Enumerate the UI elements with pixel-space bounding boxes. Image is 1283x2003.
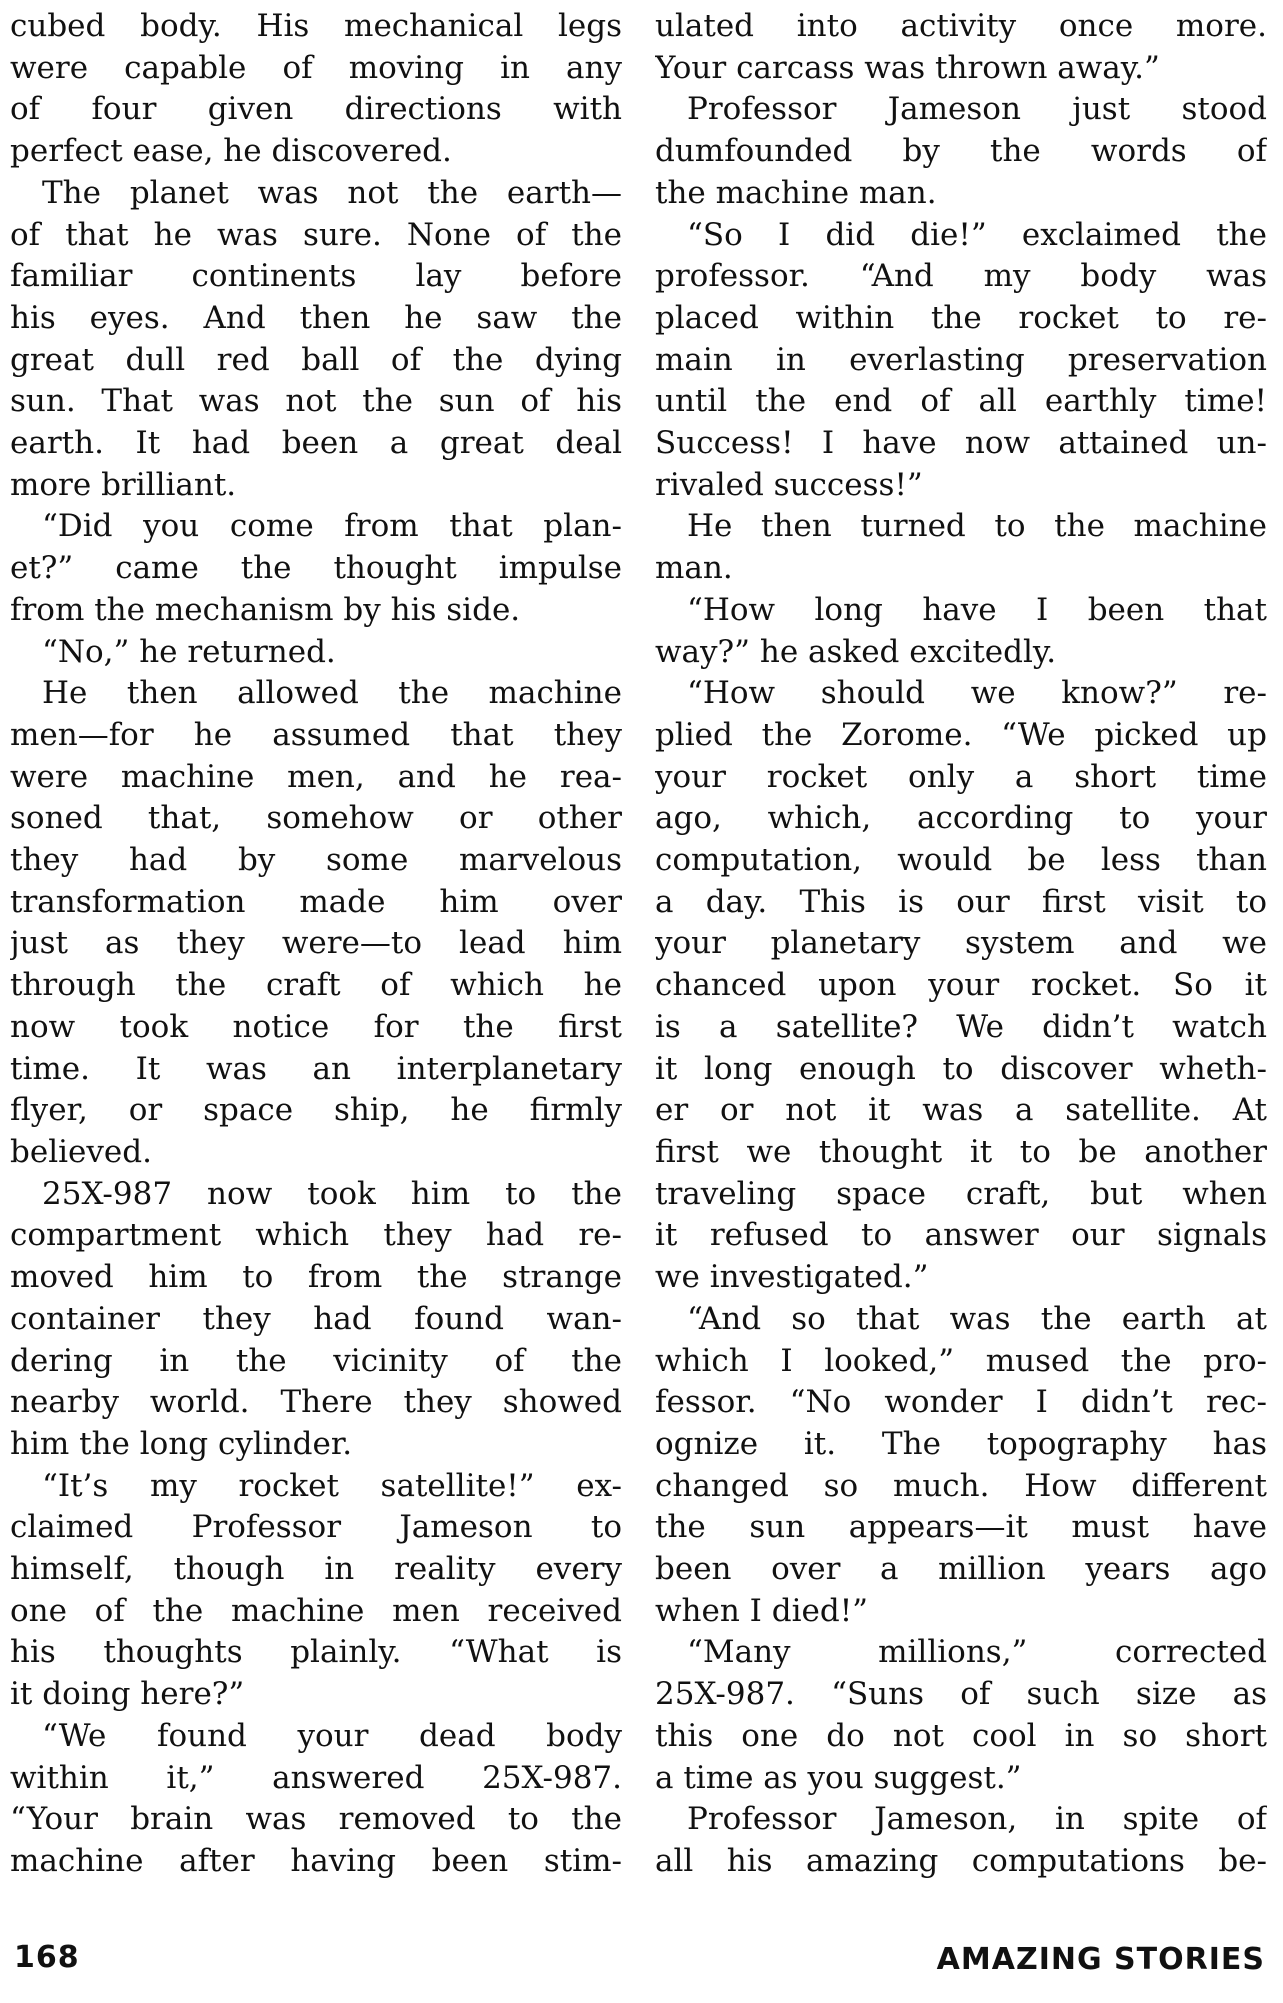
text-line: “And so that was the earth at (687, 1300, 1267, 1337)
text-line: your rocket only a short time (655, 758, 1267, 795)
text-line: dering in the vicinity of the (10, 1342, 622, 1379)
text-line: believed. (10, 1133, 152, 1170)
magazine-title: AMAZING STORIES (936, 1942, 1265, 1977)
text-line: nearby world. There they showed (10, 1384, 622, 1421)
text-line: the sun appears—it must have (655, 1509, 1267, 1546)
text-line: 25X-987. “Suns of such size as (655, 1676, 1267, 1713)
text-line: ulated into activity once more. (655, 8, 1267, 44)
text-line: a time as you suggest.” (655, 1759, 1022, 1796)
text-line: ago, which, according to your (655, 800, 1267, 837)
text-line: He then allowed the machine (42, 675, 622, 712)
text-line: chanced upon your rocket. So it (655, 967, 1267, 1004)
text-line: “Many millions,” corrected (687, 1634, 1267, 1671)
text-line: He then turned to the machine (687, 508, 1267, 545)
text-line: been over a million years ago (655, 1551, 1267, 1588)
text-line: main in everlasting preservation (655, 341, 1267, 378)
text-line: dumfounded by the words of (655, 133, 1267, 170)
text-line: until the end of all earthly time! (655, 383, 1267, 420)
text-line: er or not it was a satellite. At (655, 1092, 1267, 1129)
text-line: transformation made him over (10, 883, 622, 920)
text-line: moved him to from the strange (10, 1259, 622, 1296)
text-line: placed within the rocket to re- (655, 299, 1267, 336)
text-line: earth. It had been a great deal (10, 425, 622, 462)
text-line: time. It was an interplanetary (10, 1050, 622, 1087)
text-line: we investigated.” (655, 1259, 929, 1296)
text-line: which I looked,” mused the pro- (655, 1342, 1267, 1379)
right-text-column (655, 6, 1267, 1883)
text-line: when I died!” (655, 1592, 869, 1629)
text-line: now took notice for the first (10, 1008, 622, 1045)
text-line: they had by some marvelous (10, 842, 622, 879)
text-line: cubed body. His mechanical legs (10, 8, 622, 44)
text-line: Success! I have now attained un- (655, 425, 1267, 462)
text-line: his eyes. And then he saw the (10, 299, 622, 336)
text-line: just as they were—to lead him (10, 925, 622, 962)
text-line: this one do not cool in so short (655, 1717, 1267, 1754)
text-line: familiar continents lay before (10, 258, 622, 295)
text-line: through the craft of which he (10, 967, 622, 1004)
text-line: “We found your dead body (42, 1717, 622, 1754)
text-line: a day. This is our first visit to (655, 883, 1267, 920)
text-line: rivaled success!” (655, 466, 923, 503)
text-line: soned that, somehow or other (10, 800, 622, 837)
text-line: 25X-987 now took him to the (42, 1175, 622, 1212)
text-line: it long enough to discover wheth- (655, 1050, 1267, 1087)
text-line: himself, though in reality every (10, 1551, 622, 1588)
text-line: your planetary system and we (655, 925, 1267, 962)
text-line: “So I did die!” exclaimed the (687, 216, 1267, 253)
text-line: machine after having been stim- (10, 1842, 622, 1879)
text-line: it doing here?” (10, 1676, 245, 1713)
text-line: “How long have I been that (687, 591, 1267, 628)
text-line: et?” came the thought impulse (10, 550, 622, 587)
text-line: great dull red ball of the dying (10, 341, 622, 378)
text-line: changed so much. How different (655, 1467, 1267, 1504)
text-line: Professor Jameson, in spite of (687, 1801, 1267, 1838)
text-line: traveling space craft, but when (655, 1175, 1267, 1212)
text-line: men—for he assumed that they (10, 716, 622, 753)
page-number: 168 (14, 1940, 80, 1975)
text-line: plied the Zorome. “We picked up (655, 716, 1267, 753)
text-line: man. (655, 550, 733, 587)
text-line: him the long cylinder. (10, 1425, 353, 1462)
text-line: more brilliant. (10, 466, 237, 503)
text-line: computation, would be less than (655, 842, 1267, 879)
text-line: were machine men, and he rea- (10, 758, 622, 795)
text-line: within it,” answered 25X-987. (10, 1759, 622, 1796)
text-line: fessor. “No wonder I didn’t rec- (655, 1384, 1267, 1421)
text-line: professor. “And my body was (655, 258, 1267, 295)
text-line: compartment which they had re- (10, 1217, 622, 1254)
text-line: Professor Jameson just stood (687, 91, 1267, 128)
text-line: “Did you come from that plan- (42, 508, 622, 545)
text-line: all his amazing computations be- (655, 1842, 1267, 1879)
text-line: flyer, or space ship, he firmly (10, 1092, 622, 1129)
text-line: one of the machine men received (10, 1592, 622, 1629)
text-line: The planet was not the earth— (42, 174, 622, 211)
text-line: perfect ease, he discovered. (10, 133, 452, 170)
text-line: way?” he asked excitedly. (655, 633, 1057, 670)
text-line: “Your brain was removed to the (10, 1801, 622, 1838)
text-line: the machine man. (655, 174, 937, 211)
text-line: “How should we know?” re- (687, 675, 1267, 712)
text-line: sun. That was not the sun of his (10, 383, 622, 420)
text-line: from the mechanism by his side. (10, 591, 521, 628)
text-line: of four given directions with (10, 91, 622, 128)
text-line: is a satellite? We didn’t watch (655, 1008, 1267, 1045)
text-line: of that he was sure. None of the (10, 216, 622, 253)
text-line: container they had found wan- (10, 1300, 622, 1337)
text-line: “It’s my rocket satellite!” ex- (42, 1467, 622, 1504)
text-line: Your carcass was thrown away.” (655, 49, 1160, 86)
text-line: were capable of moving in any (10, 49, 622, 86)
text-line: claimed Professor Jameson to (10, 1509, 622, 1546)
text-line: “No,” he returned. (42, 633, 336, 670)
text-line: first we thought it to be another (655, 1133, 1267, 1170)
text-line: his thoughts plainly. “What is (10, 1634, 622, 1671)
text-line: ognize it. The topography has (655, 1425, 1267, 1462)
text-line: it refused to answer our signals (655, 1217, 1267, 1254)
left-text-column (10, 6, 622, 1883)
